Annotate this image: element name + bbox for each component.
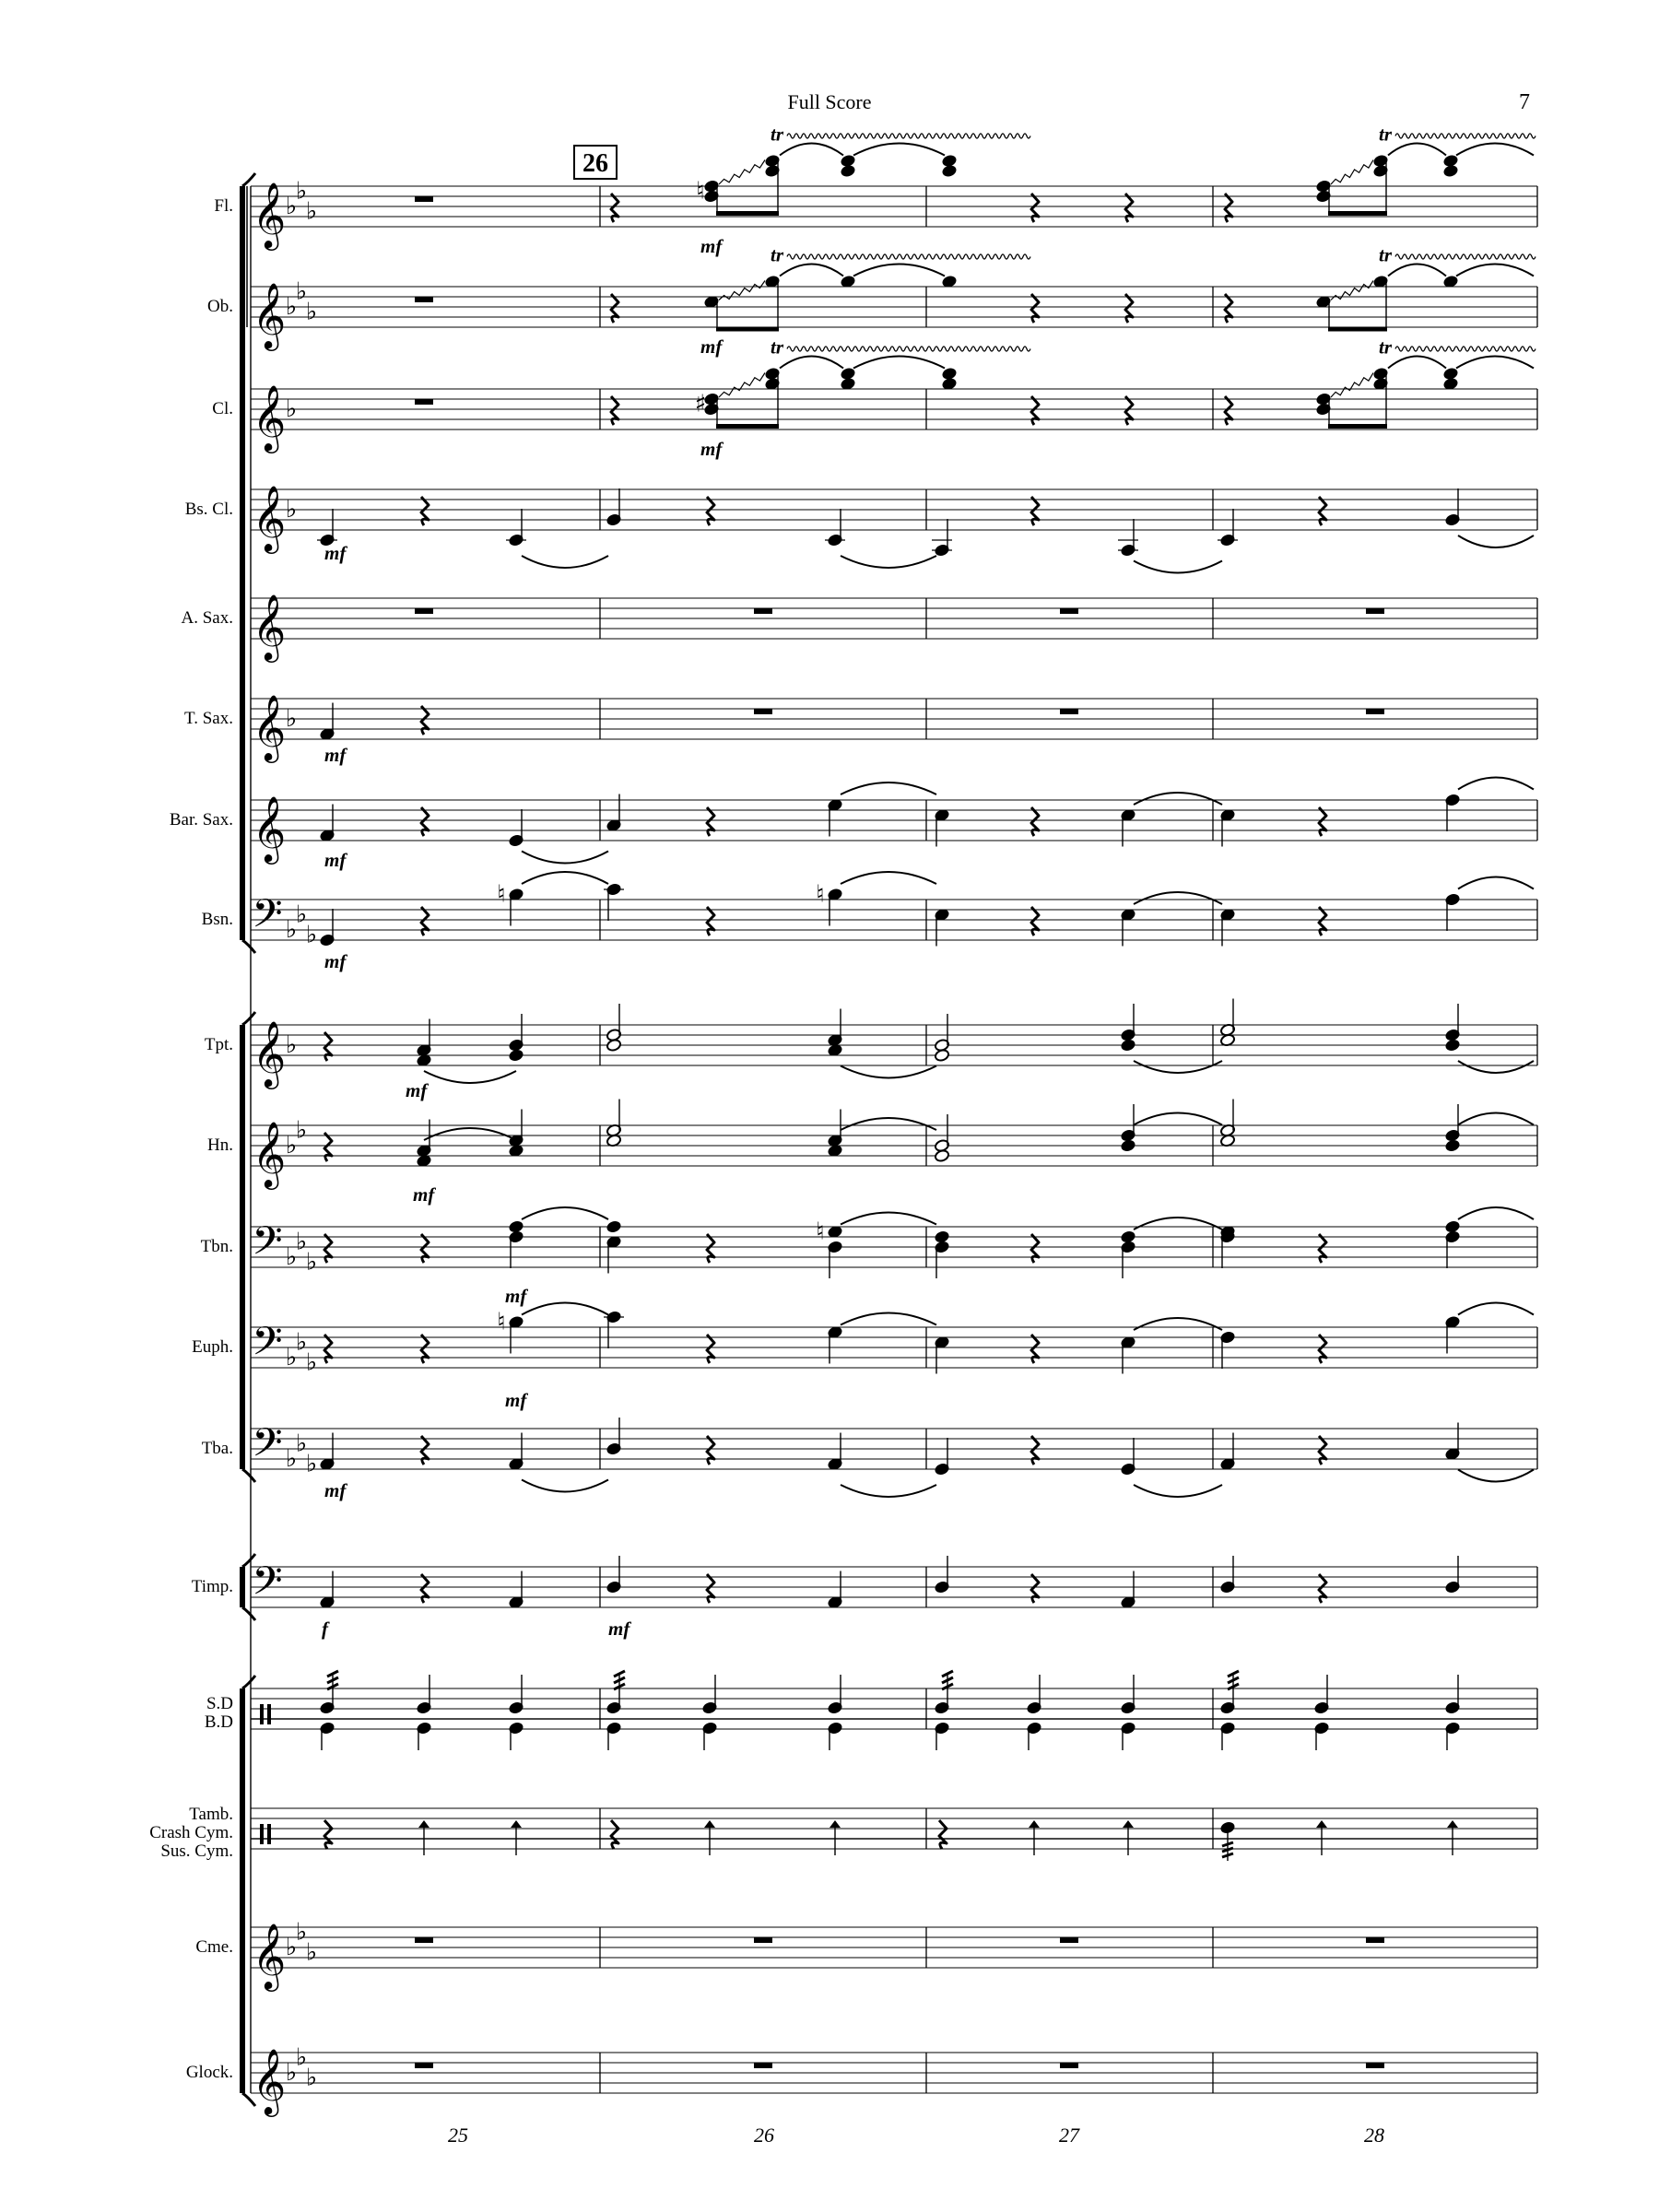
percussion-clef-icon <box>267 1824 271 1844</box>
tremolo-slash <box>1222 1842 1233 1846</box>
trill-mark: tr <box>1379 335 1393 359</box>
tie <box>1456 265 1534 276</box>
quarter-rest <box>939 1820 947 1849</box>
bass-clef-icon: 𝄢 <box>252 891 283 947</box>
beam <box>1328 211 1387 216</box>
quarter-rest <box>1031 497 1039 525</box>
instrument-label: Bar. Sax. <box>169 810 233 830</box>
quarter-rest <box>421 1234 429 1263</box>
bass-clef-icon: 𝄢 <box>252 1218 283 1274</box>
tie <box>522 1207 608 1219</box>
trill-mark: tr <box>771 243 784 266</box>
key-flat-icon: ♭ <box>295 1918 308 1947</box>
bar-number: 25 <box>448 2124 468 2147</box>
key-flat-icon: ♭ <box>285 395 298 423</box>
whole-rest <box>1060 608 1078 614</box>
quarter-rest <box>324 1032 332 1061</box>
gliss-line <box>1331 160 1373 185</box>
bass-clef-icon: 𝄢 <box>252 1420 283 1476</box>
timpani-bracket <box>240 1567 245 1607</box>
tie <box>522 1303 608 1315</box>
instrument-label: Bs. Cl. <box>184 500 233 519</box>
quarter-rest <box>1319 497 1326 525</box>
whole-rest <box>415 608 433 614</box>
instrument-label: Ob. <box>207 297 233 316</box>
percussion-bracket <box>240 1688 245 2093</box>
dynamic-marking: mf <box>324 542 347 564</box>
dynamic-marking: mf <box>324 950 347 972</box>
treble-clef-icon: 𝄞 <box>252 1120 287 1187</box>
key-flat-icon: ♭ <box>295 1116 308 1145</box>
instrument-label: Tamb. <box>189 1805 233 1824</box>
notehead <box>941 164 957 178</box>
triangle-notehead <box>1029 1820 1040 1828</box>
quarter-rest <box>1319 907 1326 935</box>
tie <box>522 556 608 568</box>
instrument-label: T. Sax. <box>184 709 233 728</box>
quarter-rest <box>1319 1234 1326 1263</box>
trill-line <box>787 347 1030 351</box>
key-flat-icon: ♭ <box>295 177 308 206</box>
key-flat-icon: ♭ <box>305 1348 318 1377</box>
quarter-rest <box>611 294 618 323</box>
beam <box>1328 424 1387 429</box>
tie <box>1458 1207 1534 1219</box>
treble-clef-icon: 𝄞 <box>252 593 287 660</box>
dynamic-marking: mf <box>700 335 723 358</box>
tie <box>841 1066 936 1078</box>
quarter-rest <box>707 1335 714 1363</box>
notehead <box>508 1220 524 1234</box>
dynamic-marking: mf <box>324 849 347 871</box>
tie <box>1134 1318 1222 1330</box>
key-flat-icon: ♭ <box>285 1934 298 1961</box>
quarter-rest <box>324 1820 332 1849</box>
beam <box>716 424 779 429</box>
triangle-notehead <box>1316 1820 1327 1828</box>
tie <box>1458 1303 1534 1315</box>
quarter-rest <box>1319 1574 1326 1603</box>
whole-rest <box>415 399 433 405</box>
quarter-rest <box>707 807 714 836</box>
instrument-label: Cme. <box>195 1937 233 1957</box>
key-flat-icon: ♭ <box>305 2064 318 2092</box>
tie <box>841 556 936 568</box>
tie <box>1458 1113 1534 1125</box>
quarter-rest <box>421 807 429 836</box>
instrument-label: Tba. <box>201 1439 233 1458</box>
trill-mark: tr <box>1379 123 1393 146</box>
instrument-label: Tpt. <box>204 1035 233 1054</box>
natural-icon: ♮ <box>497 1308 506 1336</box>
key-flat-icon: ♭ <box>285 916 298 944</box>
quarter-rest <box>1225 396 1232 425</box>
dynamic-marking: mf <box>413 1183 435 1206</box>
tie <box>522 872 608 884</box>
key-flat-icon: ♭ <box>285 496 298 524</box>
trill-line <box>787 254 1030 259</box>
tie <box>1134 1061 1222 1073</box>
bass-clef-icon: 𝄢 <box>252 1319 283 1374</box>
percussion-clef-icon <box>260 1824 264 1844</box>
tie <box>841 1485 936 1497</box>
tie <box>780 265 843 276</box>
instrument-label: Fl. <box>214 196 233 216</box>
quarter-rest <box>421 1574 429 1603</box>
dynamic-marking: mf <box>324 1479 347 1501</box>
tie <box>1388 357 1446 369</box>
dynamic-marking: mf <box>505 1285 527 1307</box>
whole-rest <box>1060 1937 1078 1943</box>
key-flat-icon: ♭ <box>295 1228 308 1256</box>
whole-rest <box>1366 2063 1384 2068</box>
triangle-notehead <box>704 1820 715 1828</box>
instrument-label: Cl. <box>212 399 233 418</box>
gliss-line <box>719 160 765 185</box>
triangle-notehead <box>1447 1820 1458 1828</box>
key-flat-icon: ♭ <box>285 705 298 733</box>
beam <box>716 327 779 332</box>
page-number: 7 <box>1519 90 1530 114</box>
quarter-rest <box>611 396 618 425</box>
key-flat-icon: ♭ <box>285 1445 298 1473</box>
tie <box>522 1480 608 1492</box>
treble-clef-icon: 𝄞 <box>252 794 287 862</box>
key-flat-icon: ♭ <box>285 193 298 220</box>
tie <box>853 265 945 276</box>
natural-icon: ♮ <box>816 1218 825 1246</box>
natural-icon: ♮ <box>696 177 705 206</box>
key-flat-icon: ♭ <box>305 298 318 326</box>
key-flat-icon: ♭ <box>305 1938 318 1967</box>
triangle-notehead <box>418 1820 429 1828</box>
quarter-rest <box>421 1436 429 1465</box>
dynamic-marking: mf <box>700 438 723 460</box>
trill-line <box>787 134 1030 138</box>
key-flat-icon: ♭ <box>295 2043 308 2072</box>
instrument-label: Timp. <box>191 1577 233 1596</box>
quarter-rest <box>1319 1436 1326 1465</box>
tie <box>1134 1113 1222 1125</box>
treble-clef-icon: 𝄞 <box>252 281 287 348</box>
instrument-label: A. Sax. <box>181 608 233 628</box>
tie <box>1134 1218 1222 1230</box>
key-flat-icon: ♭ <box>285 2059 298 2087</box>
quarter-rest <box>611 194 618 222</box>
quarter-rest <box>324 1133 332 1161</box>
dynamic-marking: mf <box>505 1389 527 1411</box>
dynamic-marking: mf <box>700 235 723 257</box>
instrument-label: Euph. <box>192 1337 233 1357</box>
whole-rest <box>1366 709 1384 714</box>
sharp-icon: ♯ <box>694 390 707 418</box>
treble-clef-icon: 𝄞 <box>252 1922 287 1989</box>
instrument-label: Bsn. <box>201 910 233 929</box>
dynamic-marking: mf <box>608 1618 630 1640</box>
trill-mark: tr <box>771 335 784 359</box>
triangle-notehead <box>830 1820 841 1828</box>
instrument-label: S.D <box>206 1694 233 1713</box>
gliss-line <box>1331 373 1373 398</box>
quarter-rest <box>1031 1436 1039 1465</box>
tremolo-slash <box>1222 1853 1233 1857</box>
whole-rest <box>1060 2063 1078 2068</box>
quarter-rest <box>421 497 429 525</box>
treble-clef-icon: 𝄞 <box>252 383 287 451</box>
staff-lines-layer <box>251 186 1537 2093</box>
whole-rest <box>415 297 433 302</box>
key-flat-icon: ♭ <box>295 1328 308 1357</box>
key-flat-icon: ♭ <box>295 1430 308 1458</box>
trill-line <box>1395 347 1535 351</box>
tie <box>1388 265 1446 276</box>
quarter-rest <box>707 1574 714 1603</box>
tie <box>780 357 843 369</box>
quarter-rest <box>707 1234 714 1263</box>
tie <box>1456 357 1534 369</box>
percussion-clef-icon <box>260 1704 264 1724</box>
tie <box>1388 144 1446 156</box>
key-flat-icon: ♭ <box>285 1031 298 1059</box>
key-flat-icon: ♭ <box>305 1248 318 1277</box>
key-flat-icon: ♭ <box>285 1132 298 1159</box>
quarter-rest <box>1031 1574 1039 1603</box>
key-flat-icon: ♭ <box>305 1450 318 1478</box>
instrument-label: Sus. Cym. <box>160 1841 233 1861</box>
quarter-rest <box>1225 194 1232 222</box>
whole-rest <box>1060 709 1078 714</box>
notehead <box>1444 1220 1460 1234</box>
instrument-label: Hn. <box>207 1135 233 1155</box>
bass-clef-icon: 𝄢 <box>252 1559 283 1614</box>
key-flat-icon: ♭ <box>295 900 308 929</box>
tie <box>841 872 936 884</box>
whole-rest <box>1366 1937 1384 1943</box>
quarter-rest <box>324 1234 332 1263</box>
instrument-label: Glock. <box>185 2063 233 2082</box>
quarter-rest <box>421 1335 429 1363</box>
notehead <box>606 1220 621 1234</box>
key-flat-icon: ♭ <box>295 277 308 306</box>
whole-rest <box>415 196 433 202</box>
tie <box>424 1071 516 1083</box>
whole-rest <box>754 709 772 714</box>
tie <box>424 1128 516 1140</box>
quarter-rest <box>707 497 714 525</box>
tie <box>841 1118 936 1130</box>
trill-line <box>1395 134 1535 138</box>
key-flat-icon: ♭ <box>285 293 298 321</box>
notehead <box>1442 164 1458 178</box>
woodwind-bracket <box>240 186 245 940</box>
quarter-rest <box>1319 807 1326 836</box>
whole-rest <box>754 2063 772 2068</box>
tie <box>1134 892 1222 904</box>
tie <box>1458 778 1534 790</box>
whole-rest <box>754 608 772 614</box>
treble-clef-icon: 𝄞 <box>252 181 287 248</box>
percussion-bracket-hook <box>242 1676 255 1688</box>
dynamic-marking: mf <box>324 744 347 766</box>
brass-bracket <box>240 1025 245 1469</box>
key-flat-icon: ♭ <box>305 197 318 226</box>
quarter-rest <box>1031 1234 1039 1263</box>
trill-mark: tr <box>771 123 784 146</box>
percussion-clef-icon <box>267 1704 271 1724</box>
treble-clef-icon: 𝄞 <box>252 693 287 760</box>
quarter-rest <box>1125 396 1133 425</box>
notehead <box>1120 1230 1135 1244</box>
instrument-label: Crash Cym. <box>149 1823 233 1842</box>
tie <box>853 144 945 156</box>
tie <box>841 1313 936 1325</box>
trill-line <box>1395 254 1535 259</box>
gliss-line <box>719 373 765 398</box>
quarter-rest <box>611 1820 618 1849</box>
quarter-rest <box>1319 1335 1326 1363</box>
tie <box>841 782 936 794</box>
tie <box>780 144 843 156</box>
key-flat-icon: ♭ <box>305 921 318 949</box>
natural-icon: ♮ <box>497 880 506 909</box>
tie <box>1134 793 1222 805</box>
notehead <box>934 1230 949 1244</box>
quarter-rest <box>421 706 429 735</box>
bar-number: 28 <box>1364 2124 1384 2147</box>
quarter-rest <box>1031 1335 1039 1363</box>
dynamic-marking: mf <box>406 1079 428 1101</box>
page-header-title: Full Score <box>787 90 872 113</box>
beam <box>716 211 779 216</box>
quarter-rest <box>707 907 714 935</box>
whole-rest <box>415 1937 433 1943</box>
notehead <box>840 164 855 178</box>
triangle-notehead <box>1123 1820 1134 1828</box>
instrument-label: B.D <box>204 1712 233 1732</box>
treble-clef-icon: 𝄞 <box>252 2047 287 2114</box>
quarter-rest <box>1125 194 1133 222</box>
quarter-rest <box>1031 807 1039 836</box>
whole-rest <box>1366 608 1384 614</box>
tie <box>1134 1485 1222 1497</box>
dynamic-marking: f <box>322 1618 328 1640</box>
tie <box>1458 535 1534 547</box>
tie <box>853 357 945 369</box>
bar-number: 26 <box>754 2124 774 2147</box>
beam <box>1328 327 1387 332</box>
tie <box>1458 1061 1534 1073</box>
quarter-rest <box>1125 294 1133 323</box>
tie <box>1458 1470 1534 1482</box>
quarter-rest <box>421 907 429 935</box>
quarter-rest <box>324 1335 332 1363</box>
quarter-rest <box>1031 194 1039 222</box>
tie <box>841 1213 936 1225</box>
whole-rest <box>754 1937 772 1943</box>
key-flat-icon: ♭ <box>285 1243 298 1271</box>
treble-clef-icon: 𝄞 <box>252 1019 287 1087</box>
tie <box>522 852 608 864</box>
tie <box>1134 561 1222 573</box>
trill-mark: tr <box>1379 243 1393 266</box>
tie <box>1458 877 1534 889</box>
quarter-rest <box>1031 294 1039 323</box>
bar-number: 27 <box>1059 2124 1079 2147</box>
treble-clef-icon: 𝄞 <box>252 484 287 551</box>
quarter-rest <box>1031 396 1039 425</box>
rehearsal-mark: 26 <box>582 149 608 178</box>
instrument-label: Tbn. <box>200 1237 233 1256</box>
quarter-rest <box>707 1436 714 1465</box>
key-flat-icon: ♭ <box>285 1344 298 1371</box>
natural-icon: ♮ <box>816 880 825 909</box>
whole-rest <box>415 2063 433 2068</box>
quarter-rest <box>1225 294 1232 323</box>
triangle-notehead <box>511 1820 522 1828</box>
quarter-rest <box>1031 907 1039 935</box>
tie <box>1456 144 1534 156</box>
